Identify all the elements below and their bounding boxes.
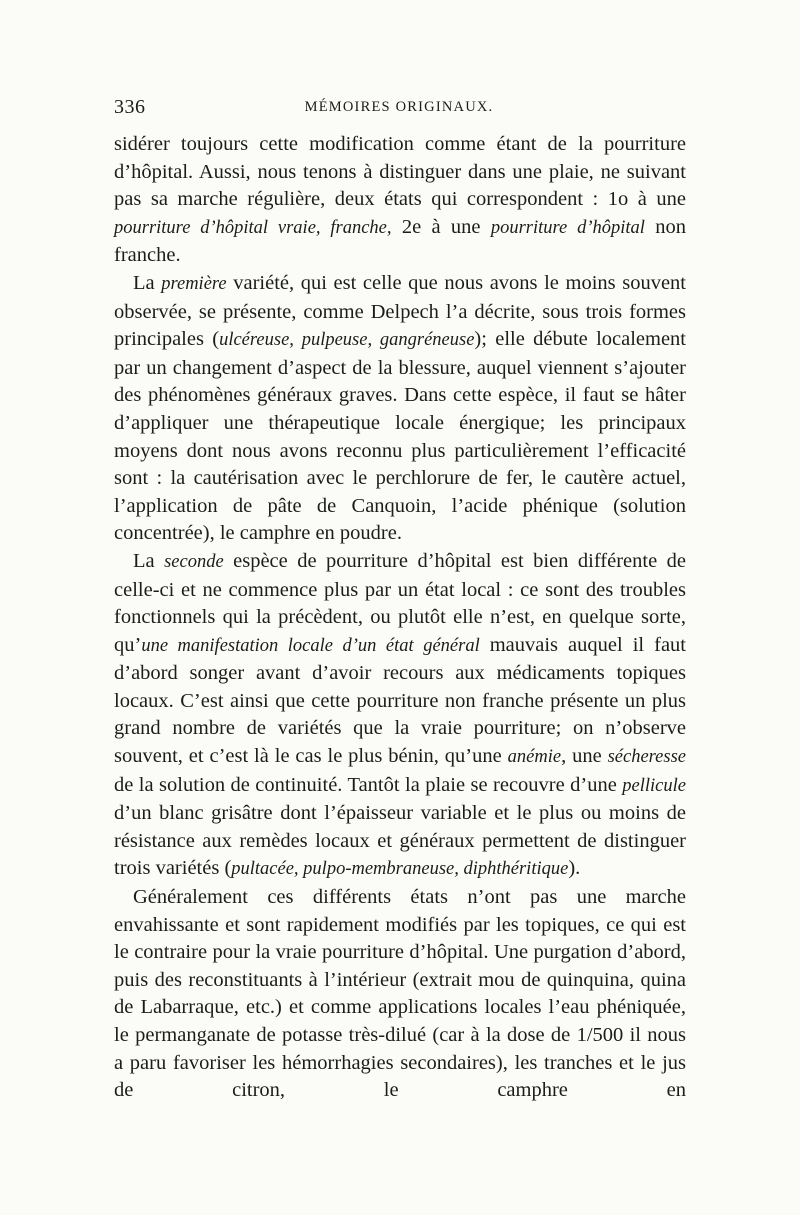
paragraph (114, 548, 686, 884)
paragraph (114, 131, 686, 270)
text-run: espèce de pourriture d’hôpital est bien différente de celle-ci et ne commence plus par un état local : ce sont des troubles fonctionnels qui la précèdent, ou plutôt elle n’est, en quelque sorte, qu’ (114, 549, 686, 656)
page-number: 336 (114, 96, 146, 118)
italic-text: sécheresse (607, 747, 686, 768)
paragraph (114, 884, 686, 1105)
running-title: MÉMOIRES ORIGINAUX. (304, 99, 494, 115)
italic-text: anémie (507, 747, 562, 768)
italic-text: pultacée, pulpo-membraneuse, diphthéritique (231, 859, 569, 880)
text-run: La (133, 271, 162, 294)
italic-text: pourriture d’hôpital vraie, franche, (114, 217, 392, 238)
text-run: ). (568, 857, 581, 880)
text-run: Généralement ces différents états n’ont pas une marche envahissante et sont rapidement modifiés par les topiques, ce qui est le contraire pour la vraie pourriture d’hôpital. Une purgation d’abord, puis des reconstituants à l’intérieur (extrait mou de quinquina, quina de Labarraque, etc.) et comme applications locales l’eau phéniquée, le permanganate de potasse très-dilué (car à la dose de 1/500 il nous a paru favoriser les hémorrhagies secondaires), les tranches et le jus de citron, le camphre en (114, 886, 686, 1102)
italic-text: seconde (164, 551, 224, 572)
running-head (114, 96, 684, 122)
text-run: , une (561, 745, 608, 768)
text-run: de la solution de continuité. Tantôt la plaie se recouvre d’une (114, 773, 623, 796)
italic-text: une manifestation locale d’un état général (141, 635, 480, 656)
italic-text: pellicule (622, 775, 686, 796)
text-run: La (133, 549, 165, 572)
italic-text: première (161, 273, 227, 294)
text-run: ); elle débute localement par un changement d’aspect de la blessure, auquel viennent s’ajouter des phénomènes généraux graves. Dans cette espèce, il faut se hâter d’appliquer une thérapeutique locale énergique; les principaux moyens dont nous avons reconnu plus particulièrement l’efficacité sont : la cautérisation avec le perchlorure de fer, le cautère actuel, l’application de pâte de Canquoin, l’acide phénique (solution concentrée), le camphre en poudre. (114, 328, 687, 545)
text-run: d’un blanc grisâtre dont l’épaisseur variable et le plus ou moins de résistance aux remèdes locaux et généraux permettent de distinguer trois variétés ( (114, 802, 686, 880)
paragraph (114, 270, 686, 548)
italic-text: pourriture d’hôpital (490, 217, 645, 238)
text-run: variété, qui est celle que nous avons le moins souvent observée, se présente, comme Delpech l’a décrite, sous trois formes principales ( (114, 271, 686, 351)
italic-text: ulcéreuse, pulpeuse, gangréneuse (219, 330, 475, 351)
text-run: mauvais auquel il faut d’abord songer avant d’avoir recours aux médicaments topiques locaux. C’est ainsi que cette pourriture non franche présente un plus grand nombre de variétés que la vraie pourriture; on n’observe souvent, et c’est là le cas le plus bénin, qu’une (114, 633, 686, 768)
text-run: sidérer toujours cette modification comme étant de la pourriture d’hôpital. Aussi, nous tenons à distinguer dans une plaie, ne suivant pas sa marche régulière, deux états qui correspondent : 1o à une (114, 133, 686, 211)
text-run: 2e à une (391, 215, 491, 238)
text-run: non franche. (114, 215, 686, 267)
body-text (114, 131, 686, 1105)
